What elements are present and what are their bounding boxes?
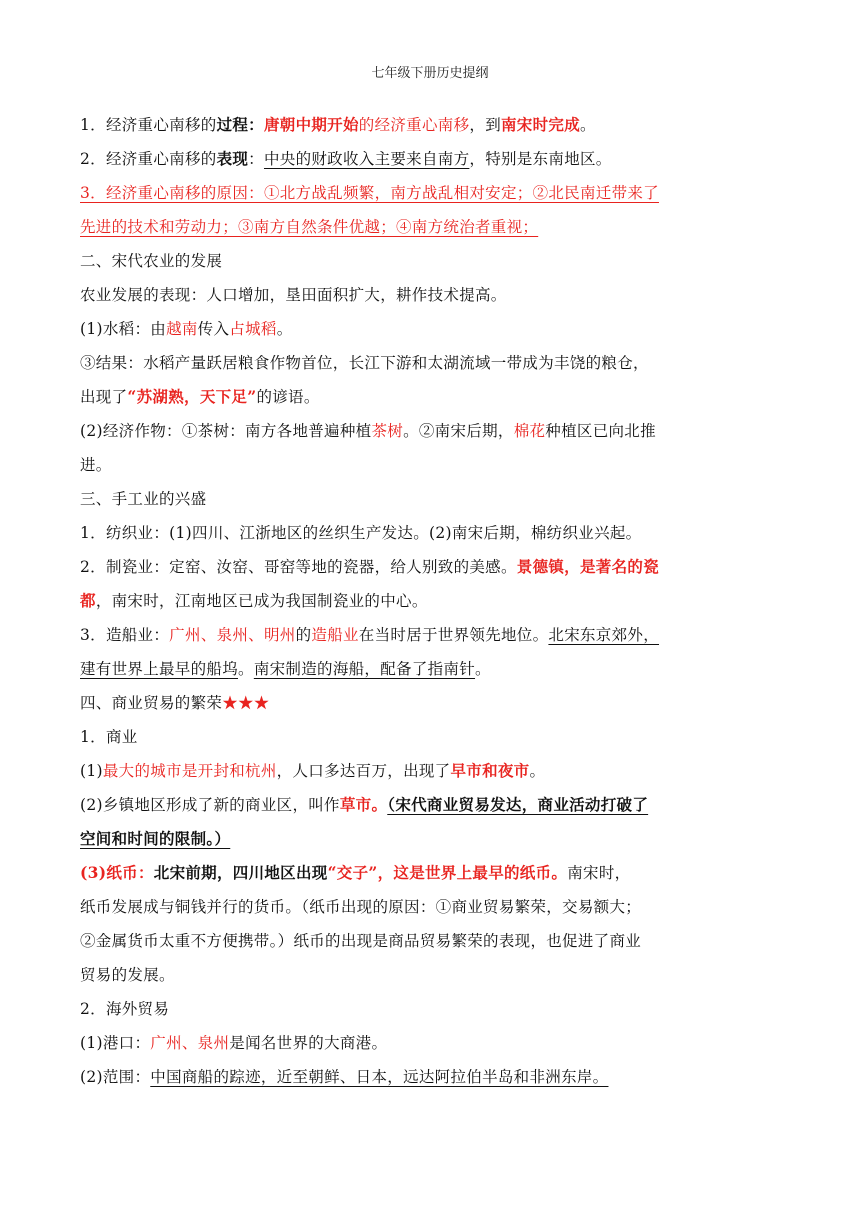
section-heading-handicraft: 三、手工业的兴盛 [80, 490, 207, 508]
paragraph-paper-money-line4: 贸易的发展。 [80, 966, 175, 984]
section-heading-commerce: 四、商业贸易的繁荣★★★ [80, 694, 270, 712]
paragraph-trade-scope: (2)范围：中国商船的踪迹，近至朝鲜、日本，远达阿拉伯半岛和非洲东岸。 [80, 1068, 609, 1086]
paragraph-shipbuilding-line2: 建有世界上最早的船坞。南宋制造的海船，配备了指南针。 [80, 660, 491, 678]
paragraph-rice: (1)水稻：由越南传入占城稻。 [80, 320, 293, 338]
section-heading-agriculture: 二、宋代农业的发展 [80, 252, 223, 270]
paragraph-ports: (1)港口：广州、泉州是闻名世界的大商港。 [80, 1034, 388, 1052]
subheading-commerce: 1．商业 [80, 728, 138, 746]
paragraph-cities: (1)最大的城市是开封和杭州，人口多达百万，出现了早市和夜市。 [80, 761, 546, 780]
paragraph-process: 1．经济重心南移的过程：唐朝中期开始的经济重心南移，到南宋时完成。 [80, 115, 596, 134]
paragraph-rice-result-line2: 出现了“苏湖熟，天下足”的谚语。 [80, 387, 320, 406]
paragraph-paper-money-line1: (3)纸币：北宋前期，四川地区出现“交子”，这是世界上最早的纸币。南宋时， [80, 863, 631, 882]
page-header: 七年级下册历史提纲 [371, 66, 489, 81]
paragraph-reasons-line2: 先进的技术和劳动力；③南方自然条件优越；④南方统治者重视； [80, 218, 539, 236]
paragraph-caoshi-line2: 空间和时间的限制。） [80, 829, 231, 848]
paragraph-porcelain-line2: 都，南宋时，江南地区已成为我国制瓷业的中心。 [80, 591, 428, 610]
paragraph-paper-money-line2: 纸币发展成与铜钱并行的货币。（纸币出现的原因：①商业贸易繁荣，交易额大； [80, 898, 642, 916]
paragraph-agriculture-signs: 农业发展的表现：人口增加，垦田面积扩大，耕作技术提高。 [80, 286, 507, 304]
document-body [80, 108, 782, 1094]
paragraph-porcelain-line1: 2．制瓷业：定窑、汝窑、哥窑等地的瓷器，给人别致的美感。景德镇，是著名的瓷 [80, 557, 659, 576]
star-icon: ★★★ [222, 694, 270, 712]
subheading-overseas-trade: 2．海外贸易 [80, 1000, 170, 1018]
paragraph-caoshi-line1: (2)乡镇地区形成了新的商业区，叫作草市。（宋代商业贸易发达，商业活动打破了 [80, 795, 649, 814]
paragraph-shipbuilding-line1: 3．造船业：广州、泉州、明州的造船业在当时居于世界领先地位。北宋东京郊外， [80, 626, 660, 644]
paragraph-paper-money-line3: ②金属货币太重不方便携带。）纸币的出现是商品贸易繁荣的表现，也促进了商业 [80, 932, 642, 950]
paragraph-cash-crops-line1: (2)经济作物：①茶树：南方各地普遍种植茶树。②南宋后期，棉花种植区已向北推 [80, 422, 656, 440]
paragraph-manifestation: 2．经济重心南移的表现：中央的财政收入主要来自南方，特别是东南地区。 [80, 149, 612, 168]
paragraph-cash-crops-line2: 进。 [80, 456, 112, 474]
paragraph-rice-result-line1: ③结果：水稻产量跃居粮食作物首位，长江下游和太湖流域一带成为丰饶的粮仓， [80, 354, 649, 372]
paragraph-reasons-line1: 3．经济重心南移的原因：①北方战乱频繁，南方战乱相对安定；②北民南迁带来了 [80, 184, 659, 202]
paragraph-textile: 1．纺织业：(1)四川、江浙地区的丝织生产发达。(2)南宋后期，棉纺织业兴起。 [80, 524, 642, 542]
